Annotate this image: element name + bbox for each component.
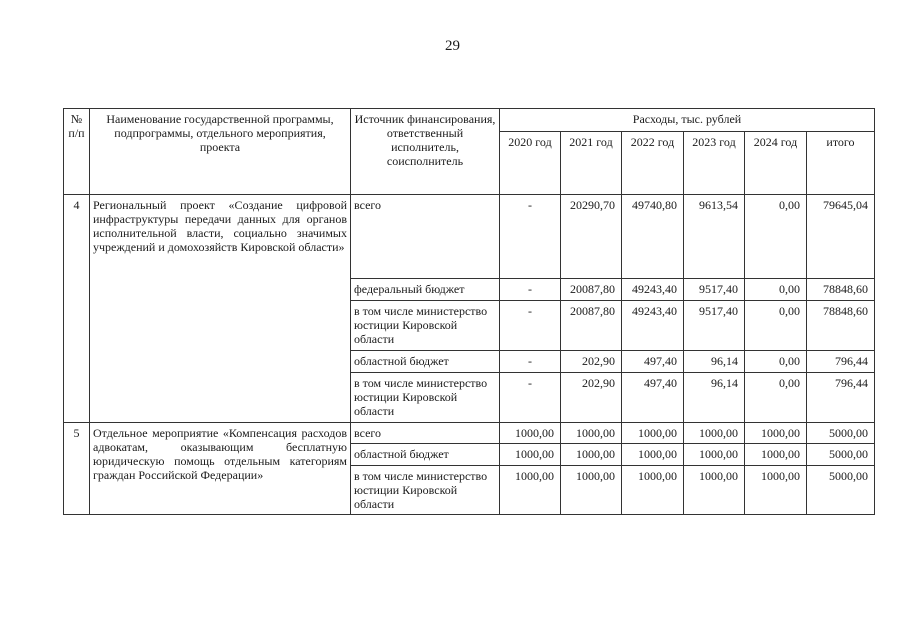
value-total: 78848,60 <box>807 301 875 351</box>
header-year-2024: 2024 год <box>745 132 807 195</box>
value-total: 5000,00 <box>807 423 875 444</box>
value-year-2021: 1000,00 <box>561 466 622 515</box>
value-year-2020: - <box>500 351 561 373</box>
table-row <box>64 195 875 279</box>
value-year-2024: 0,00 <box>745 279 807 301</box>
table-row <box>64 423 875 444</box>
value-total: 796,44 <box>807 373 875 423</box>
page-number: 29 <box>445 38 460 54</box>
header-name: Наименование государственной программы, подпрограммы, отдельного мероприятия, проекта <box>90 109 351 195</box>
funding-source: в том числе министерство юстиции Кировской области <box>351 301 500 351</box>
funding-source: в том числе министерство юстиции Кировской области <box>351 373 500 423</box>
header-source: Источник финансирования, ответственный исполнитель, соисполнитель <box>351 109 500 195</box>
item-number: 4 <box>64 195 90 423</box>
funding-source: областной бюджет <box>351 444 500 466</box>
value-year-2022: 1000,00 <box>622 466 684 515</box>
value-year-2023: 9517,40 <box>684 301 745 351</box>
value-year-2022: 1000,00 <box>622 444 684 466</box>
value-total: 796,44 <box>807 351 875 373</box>
item-number: 5 <box>64 423 90 515</box>
header-year-2022: 2022 год <box>622 132 684 195</box>
value-total: 5000,00 <box>807 466 875 515</box>
header-total: итого <box>807 132 875 195</box>
value-year-2023: 9517,40 <box>684 279 745 301</box>
funding-source: всего <box>351 195 500 279</box>
value-year-2024: 0,00 <box>745 373 807 423</box>
header-year-2023: 2023 год <box>684 132 745 195</box>
value-year-2022: 49243,40 <box>622 279 684 301</box>
value-year-2021: 202,90 <box>561 351 622 373</box>
funding-source: федеральный бюджет <box>351 279 500 301</box>
value-year-2020: 1000,00 <box>500 466 561 515</box>
value-year-2020: 1000,00 <box>500 444 561 466</box>
value-year-2020: - <box>500 195 561 279</box>
value-year-2024: 0,00 <box>745 351 807 373</box>
value-year-2022: 1000,00 <box>622 423 684 444</box>
value-year-2024: 1000,00 <box>745 423 807 444</box>
value-year-2024: 1000,00 <box>745 444 807 466</box>
value-total: 78848,60 <box>807 279 875 301</box>
header-num: № п/п <box>64 109 90 195</box>
value-year-2022: 497,40 <box>622 373 684 423</box>
value-year-2023: 96,14 <box>684 351 745 373</box>
value-year-2021: 20087,80 <box>561 301 622 351</box>
value-year-2023: 1000,00 <box>684 466 745 515</box>
value-year-2020: - <box>500 279 561 301</box>
table-body <box>64 195 875 515</box>
value-year-2024: 0,00 <box>745 195 807 279</box>
funding-source: в том числе министерство юстиции Кировской области <box>351 466 500 515</box>
funding-source: всего <box>351 423 500 444</box>
value-year-2023: 96,14 <box>684 373 745 423</box>
value-year-2020: 1000,00 <box>500 423 561 444</box>
value-year-2021: 1000,00 <box>561 444 622 466</box>
value-year-2022: 497,40 <box>622 351 684 373</box>
value-year-2020: - <box>500 301 561 351</box>
value-year-2022: 49243,40 <box>622 301 684 351</box>
value-year-2021: 202,90 <box>561 373 622 423</box>
value-year-2024: 0,00 <box>745 301 807 351</box>
funding-source: областной бюджет <box>351 351 500 373</box>
value-year-2023: 1000,00 <box>684 423 745 444</box>
value-total: 5000,00 <box>807 444 875 466</box>
value-total: 79645,04 <box>807 195 875 279</box>
value-year-2021: 1000,00 <box>561 423 622 444</box>
header-year-2020: 2020 год <box>500 132 561 195</box>
value-year-2020: - <box>500 373 561 423</box>
header-expenses: Расходы, тыс. рублей <box>500 109 875 132</box>
value-year-2021: 20087,80 <box>561 279 622 301</box>
value-year-2024: 1000,00 <box>745 466 807 515</box>
header-year-2021: 2021 год <box>561 132 622 195</box>
value-year-2023: 1000,00 <box>684 444 745 466</box>
item-name: Региональный проект «Создание цифровой инфраструктуры передачи данных для органов исполнительной власти, социально значимых учреждений и домохозяйств Кировской области» <box>90 195 351 423</box>
value-year-2021: 20290,70 <box>561 195 622 279</box>
value-year-2023: 9613,54 <box>684 195 745 279</box>
budget-table <box>63 108 875 515</box>
value-year-2022: 49740,80 <box>622 195 684 279</box>
item-name: Отдельное мероприятие «Компенсация расходов адвокатам, оказывающим бесплатную юридическую помощь отдельным категориям граждан Российской Федерации» <box>90 423 351 515</box>
